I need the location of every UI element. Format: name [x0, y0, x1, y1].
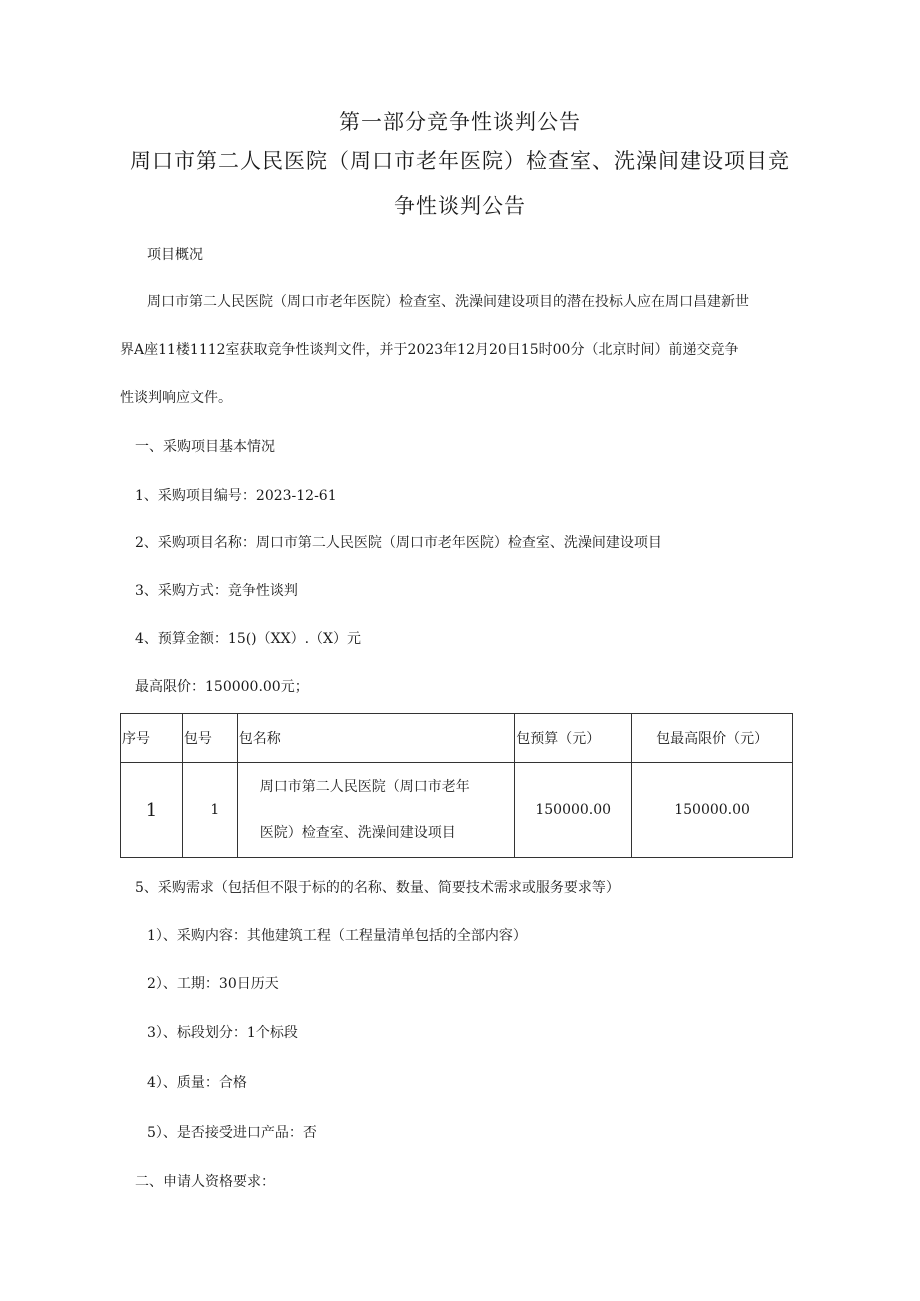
cell-package-name — [237, 763, 514, 858]
requirement-content: 1）、采购内容：其他建筑工程（工程量清单包括的全部内容） — [147, 928, 527, 944]
cell-index: 1 — [121, 763, 183, 858]
procurement-method: 3、采购方式：竞争性谈判 — [135, 583, 298, 599]
overview-line-3: 性谈判响应文件。 — [120, 390, 232, 406]
procurement-requirements: 5、采购需求（包括但不限于标的的名称、数量、简要技术需求或服务要求等） — [135, 880, 620, 896]
table-header-row — [121, 714, 793, 763]
cell-package-no: 1 — [182, 763, 237, 858]
header-package-budget: 包预算（元） — [515, 714, 632, 763]
part-title: 第一部分竞争性谈判公告 — [339, 110, 581, 134]
package-name-line2: 医院）检查室、洗澡间建设项目 — [259, 825, 456, 841]
section-2-heading: 二、申请人资格要求： — [135, 1174, 275, 1190]
project-name: 2、采购项目名称：周口市第二人民医院（周口市老年医院）检查室、洗澡间建设项目 — [135, 535, 662, 551]
requirement-duration: 2）、工期：30日历天 — [147, 976, 279, 992]
package-name-line1: 周口市第二人民医院（周口市老年 — [259, 779, 470, 795]
overview-line-1: 周口市第二人民医院（周口市老年医院）检查室、洗澡间建设项目的潜在投标人应在周口昌建新世 — [147, 294, 749, 310]
overview-line-2: 界A座11楼1112室获取竞争性谈判文件，并于2023年12月20日15时00分（北京时间）前递交竞争 — [120, 342, 739, 358]
table-row — [121, 763, 793, 858]
header-package-max-price: 包最高限价（元） — [632, 714, 793, 763]
requirement-imports: 5）、是否接受进口产品：否 — [147, 1125, 317, 1141]
requirement-quality: 4）、质量：合格 — [147, 1075, 247, 1091]
cell-budget: 150000.00 — [515, 763, 632, 858]
announcement-title-line2: 争性谈判公告 — [394, 194, 526, 218]
max-price: 最高限价：150000.00元； — [135, 679, 309, 695]
package-table — [120, 713, 793, 858]
header-package-no: 包号 — [182, 714, 237, 763]
header-package-name: 包名称 — [237, 714, 514, 763]
project-number: 1、采购项目编号：2023-12-61 — [135, 488, 337, 504]
overview-heading: 项目概况 — [147, 247, 203, 263]
section-1-heading: 一、采购项目基本情况 — [135, 439, 275, 455]
announcement-title-line1: 周口市第二人民医院（周口市老年医院）检查室、洗澡间建设项目竞 — [130, 149, 790, 173]
requirement-sections: 3）、标段划分：1个标段 — [147, 1025, 298, 1041]
budget-amount: 4、预算金额：15()（XX）.（X）元 — [135, 631, 361, 647]
header-index: 序号 — [121, 714, 183, 763]
cell-max-price: 150000.00 — [632, 763, 793, 858]
